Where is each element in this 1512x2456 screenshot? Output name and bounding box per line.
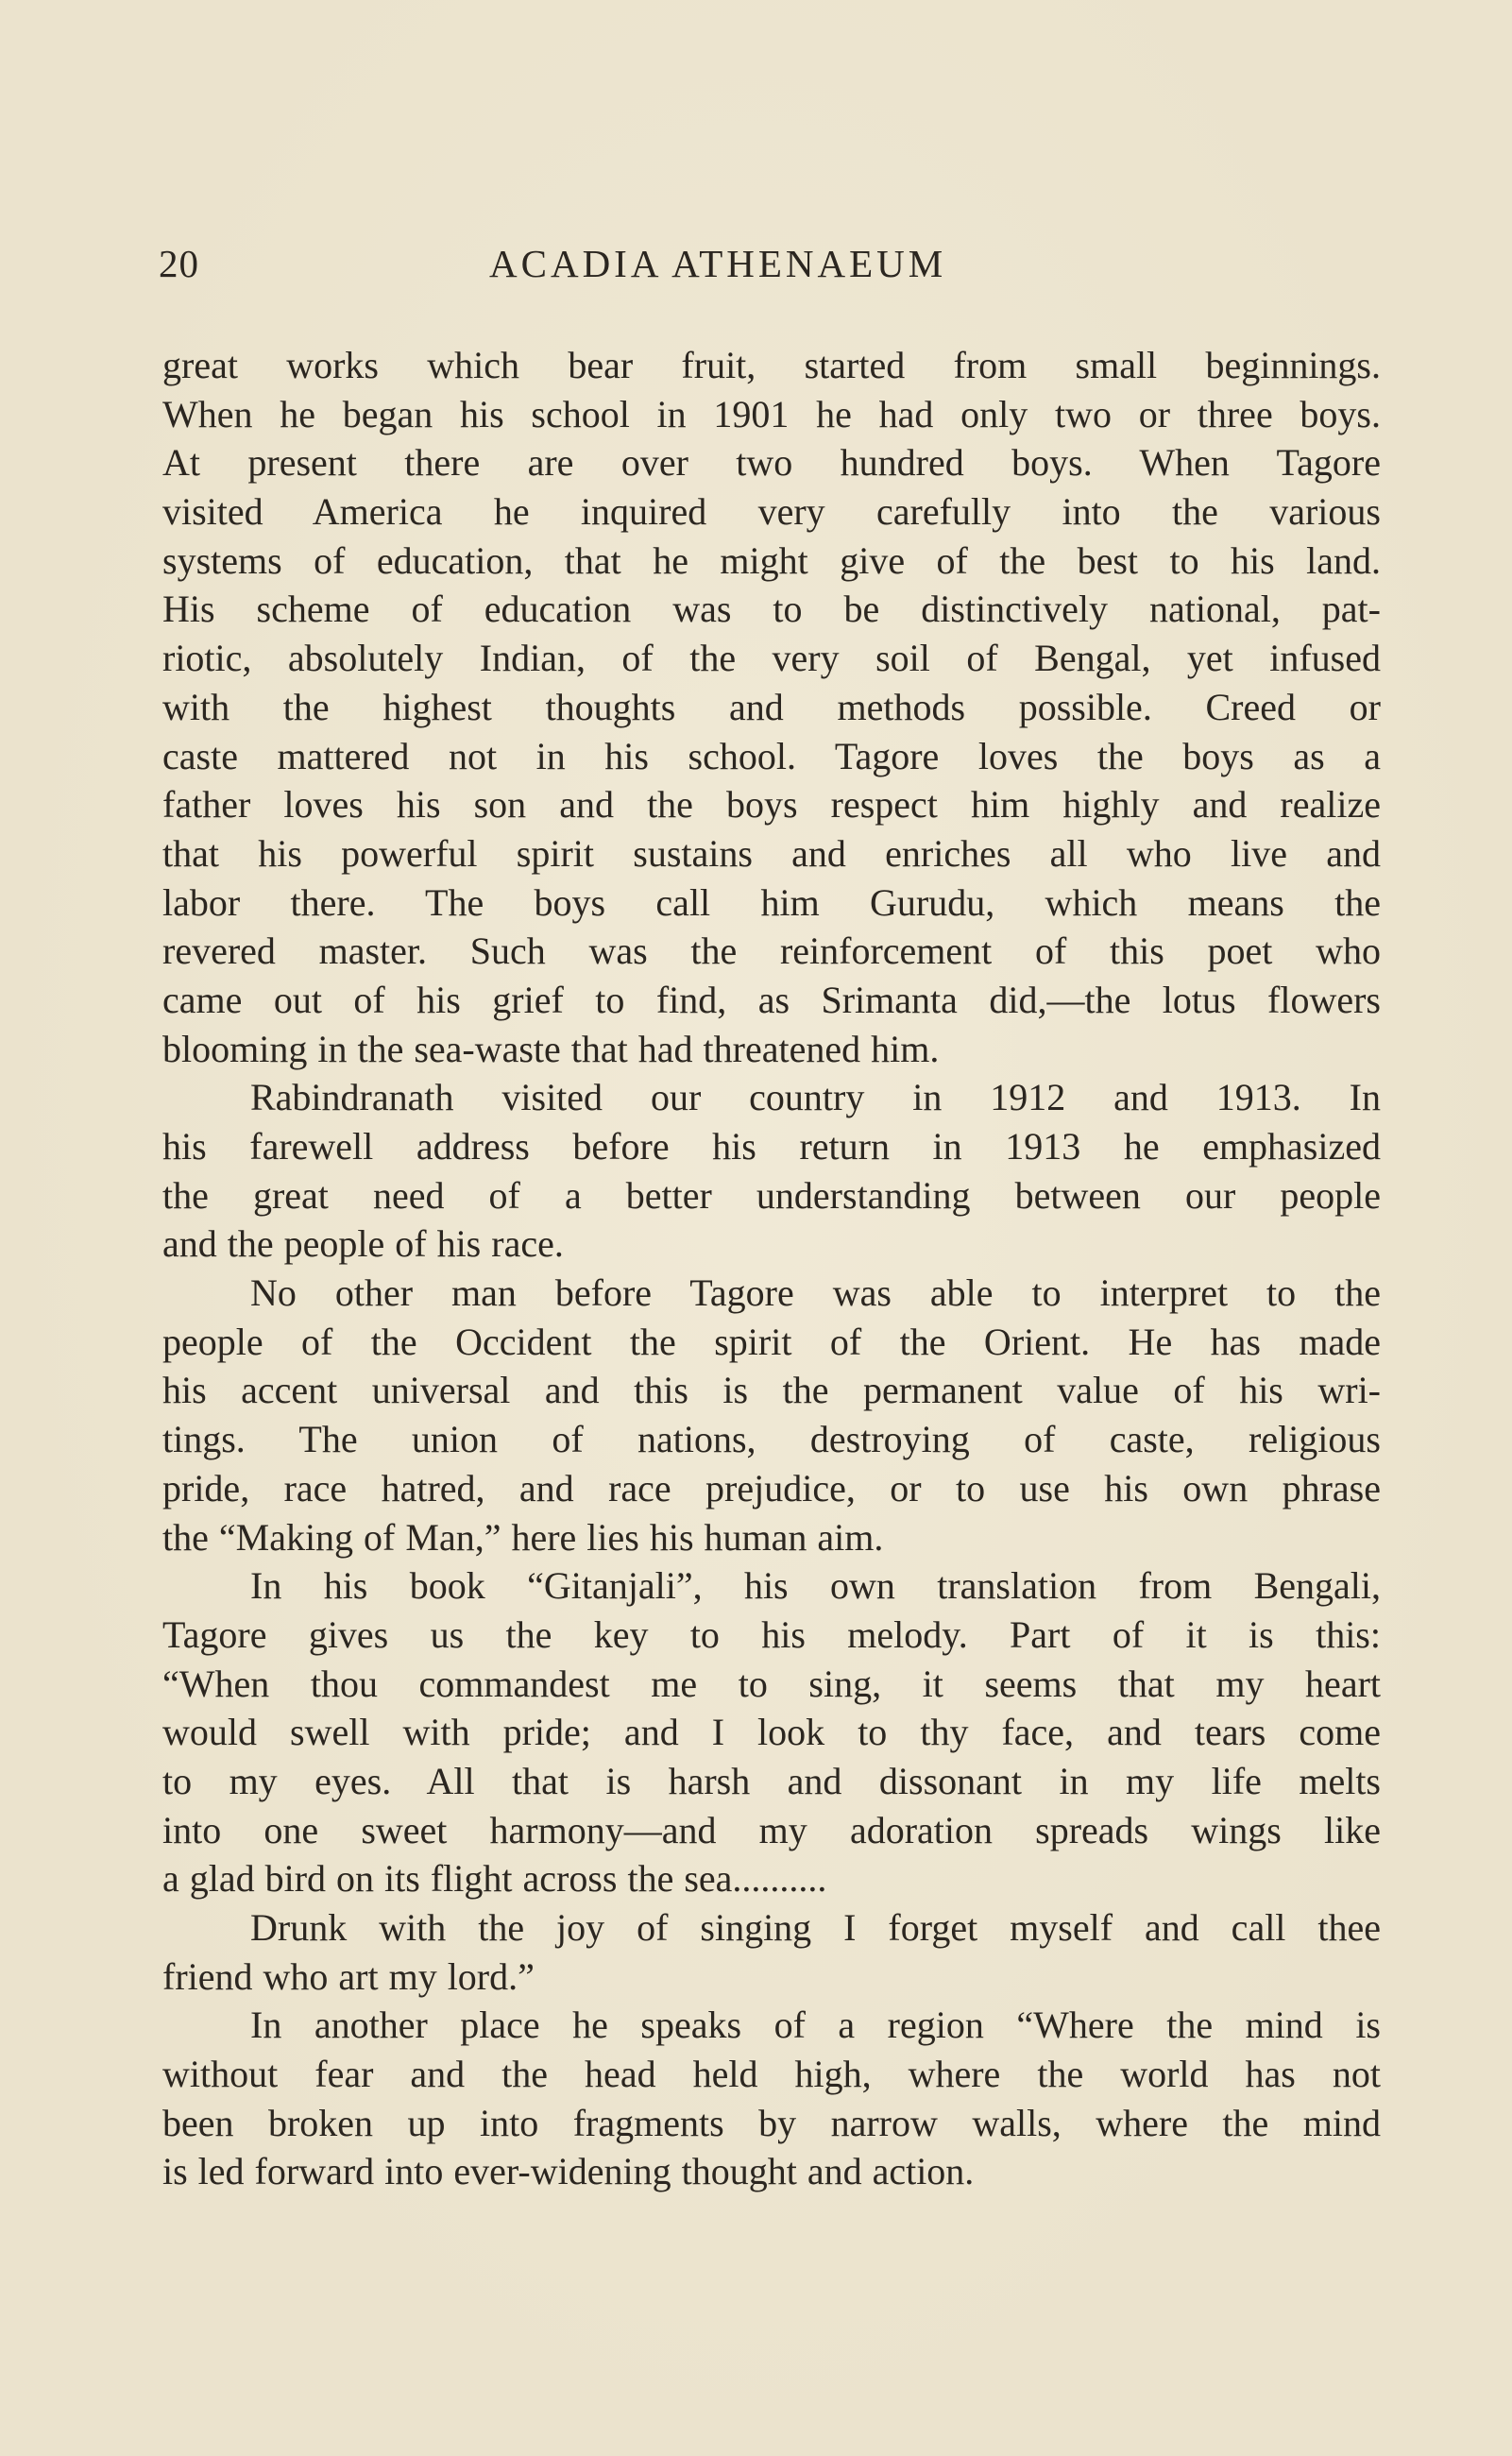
text-line: is led forward into ever-widening thought and action. xyxy=(162,2150,975,2193)
text-line: father loves his son and the boys respect him highly and realize xyxy=(162,783,1381,827)
text-line: friend who art my lord.” xyxy=(162,1954,535,1998)
text-line: into one sweet harmony—and my adoration spreads wings like xyxy=(162,1808,1381,1851)
text-line: a glad bird on its flight across the sea.......... xyxy=(162,1857,827,1901)
text-line: people of the Occident the spirit of the Orient. He has made xyxy=(162,1320,1381,1363)
text-line: No other man before Tagore was able to interpret to the xyxy=(250,1271,1381,1315)
page-number: 20 xyxy=(159,242,199,285)
page-header xyxy=(159,241,1386,298)
text-line: that his powerful spirit sustains and enriches all who live and xyxy=(162,831,1381,875)
text-line: been broken up into fragments by narrow walls, where the mind xyxy=(162,2101,1381,2144)
text-line: without fear and the head held high, where the world has not xyxy=(162,2053,1381,2096)
text-line: with the highest thoughts and methods possible. Creed or xyxy=(162,685,1381,728)
text-line: Tagore gives us the key to his melody. Part of it is this: xyxy=(162,1612,1381,1656)
text-line: the great need of a better understanding between our people xyxy=(162,1173,1381,1217)
text-line: to my eyes. All that is harsh and dissonant in my life melts xyxy=(162,1759,1381,1802)
text-line: labor there. The boys call him Gurudu, which means the xyxy=(162,880,1381,924)
running-head: ACADIA ATHENAEUM xyxy=(489,242,947,285)
text-line: “When thou commandest me to sing, it seems that my heart xyxy=(162,1662,1381,1705)
text-line: In his book “Gitanjali”, his own translation from Bengali, xyxy=(250,1564,1381,1608)
text-line: his farewell address before his return in 1913 he emphasized xyxy=(162,1125,1381,1168)
text-line: systems of education, that he might give of the best to his land. xyxy=(162,538,1381,582)
body-text xyxy=(162,341,1381,2196)
text-line: visited America he inquired very carefully into the various xyxy=(162,490,1381,534)
text-line: came out of his grief to find, as Srimanta did,—the lotus flowers xyxy=(162,978,1381,1021)
text-line: and the people of his race. xyxy=(162,1222,564,1266)
text-line: In another place he speaks of a region “Where the mind is xyxy=(250,2004,1381,2047)
text-line: Rabindranath visited our country in 1912 and 1913. In xyxy=(250,1076,1381,1119)
text-line: riotic, absolutely Indian, of the very soil of Bengal, yet infused xyxy=(162,637,1381,680)
text-line: great works which bear fruit, started from small beginnings. xyxy=(162,344,1381,386)
text-line: the “Making of Man,” here lies his human aim. xyxy=(162,1515,884,1559)
text-line: His scheme of education was to be distinctively national, pat- xyxy=(162,588,1381,631)
text-line: would swell with pride; and I look to thy face, and tears come xyxy=(162,1711,1381,1754)
text-line: pride, race hatred, and race prejudice, or to use his own phrase xyxy=(162,1466,1381,1509)
text-line: At present there are over two hundred boys. When Tagore xyxy=(162,441,1381,485)
text-line: tings. The union of nations, destroying of caste, religious xyxy=(162,1418,1381,1461)
text-line: caste mattered not in his school. Tagore loves the boys as a xyxy=(162,734,1381,777)
text-line: Drunk with the joy of singing I forget myself and call thee xyxy=(250,1906,1381,1949)
text-line: revered master. Such was the reinforcement of this poet who xyxy=(162,930,1381,973)
text-line: blooming in the sea-waste that had threatened him. xyxy=(162,1027,940,1070)
text-line: his accent universal and this is the permanent value of his wri- xyxy=(162,1369,1381,1412)
text-line: When he began his school in 1901 he had only two or three boys. xyxy=(162,392,1381,435)
